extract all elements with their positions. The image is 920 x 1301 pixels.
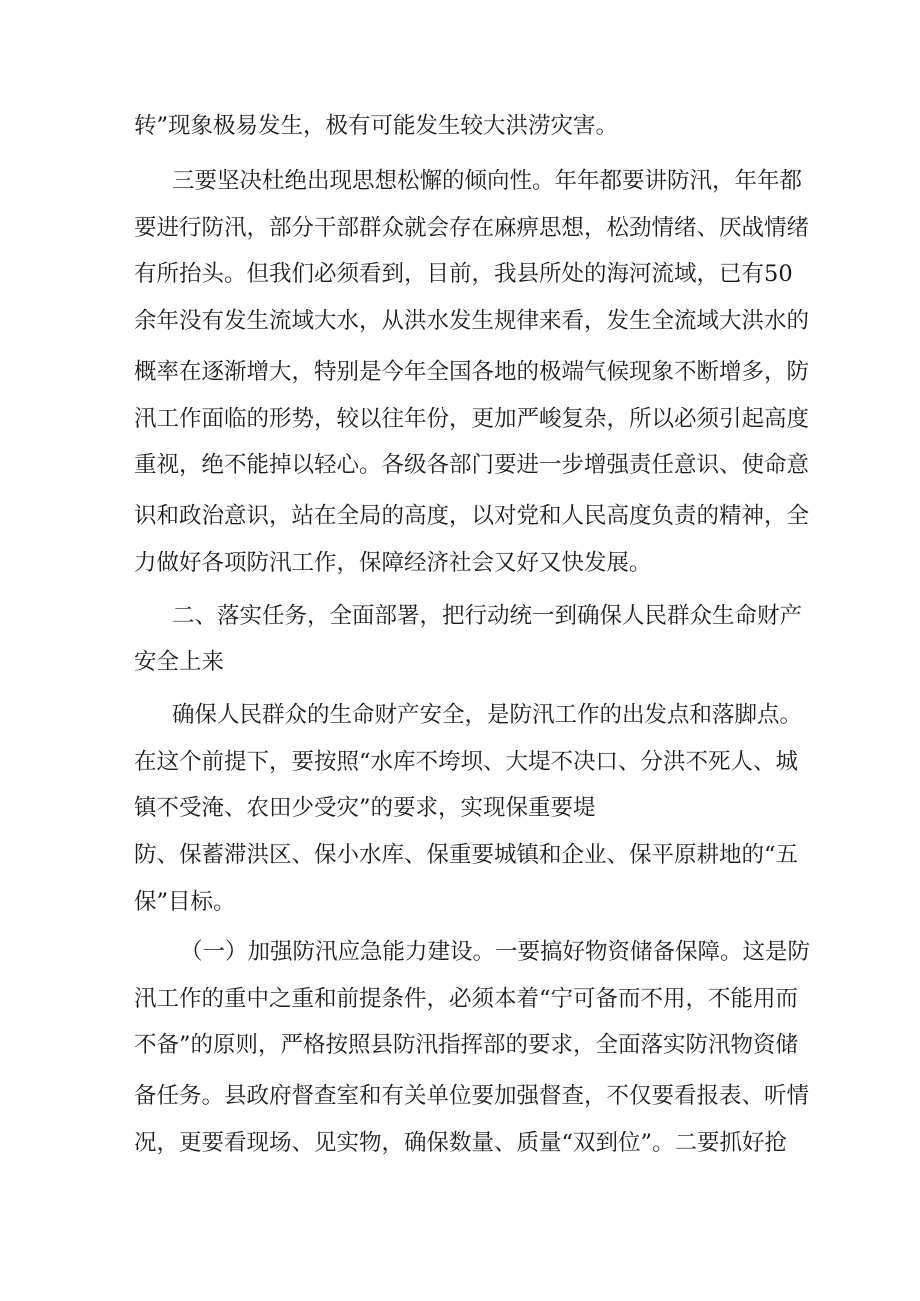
text-line xyxy=(0,541,920,585)
line-text: 备任务。县政府督查室和有关单位要加强督查，不仅要看报表、听情 xyxy=(134,1083,810,1109)
line-text: 镇不受淹、农田少受灾”的要求，实现保重要堤 xyxy=(134,795,596,821)
text-line xyxy=(0,252,920,296)
paragraph-first-line xyxy=(0,159,920,203)
text-line xyxy=(0,880,920,924)
text-line xyxy=(0,977,920,1021)
line-text: 汛工作的重中之重和前提条件，必须本着“宁可备而不用，不能用而 xyxy=(134,986,799,1012)
text-line xyxy=(0,1023,920,1067)
section-heading-line xyxy=(0,640,920,684)
text-line xyxy=(0,206,920,250)
line-text: 安全上来 xyxy=(134,649,225,675)
text-line xyxy=(0,786,920,830)
line-text: 力做好各项防汛工作，保障经济社会又好又快发展。 xyxy=(134,550,652,576)
line-text: （一）加强防汛应急能力建设。一要搞好物资储备保障。这是防 xyxy=(180,939,811,965)
paragraph-first-line xyxy=(0,930,920,974)
text-line xyxy=(0,833,920,877)
text-line xyxy=(0,494,920,538)
line-text: 况，更要看现场、见实物，确保数量、质量“双到位”。二要抓好抢 xyxy=(134,1130,788,1156)
text-line xyxy=(0,104,920,148)
text-line xyxy=(0,1121,920,1165)
line-text: 余年没有发生流域大水，从洪水发生规律来看，发生全流域大洪水的 xyxy=(134,308,810,334)
text-line xyxy=(0,740,920,784)
line-text: 在这个前提下，要按照“水库不垮坝、大堤不决口、分洪不死人、城 xyxy=(134,749,799,775)
line-text: 确保人民群众的生命财产安全，是防汛工作的出发点和落脚点。 xyxy=(172,702,803,728)
section-heading-line xyxy=(0,594,920,638)
line-text: 概率在逐渐增大，特别是今年全国各地的极端气候现象不断增多，防 xyxy=(134,359,810,385)
line-text: 保”目标。 xyxy=(134,889,236,915)
text-line xyxy=(0,443,920,487)
line-text: 有所抬头。但我们必须看到，目前，我县所处的海河流域，已有50 xyxy=(134,261,793,287)
text-line xyxy=(0,299,920,343)
text-line xyxy=(0,1074,920,1118)
line-text: 防、保蓄滞洪区、保小水库、保重要城镇和企业、保平原耕地的“五 xyxy=(134,842,799,868)
text-line xyxy=(0,350,920,394)
line-text: 转”现象极易发生，极有可能发生较大洪涝灾害。 xyxy=(134,113,619,139)
paragraph-first-line xyxy=(0,693,920,737)
line-text: 要进行防汛，部分干部群众就会存在麻痹思想，松劲情绪、厌战情绪 xyxy=(134,215,810,241)
line-text: 识和政治意识，站在全局的高度，以对党和人民高度负责的精神，全 xyxy=(134,503,810,529)
line-text: 重视，绝不能掉以轻心。各级各部门要进一步增强责任意识、使命意 xyxy=(134,452,810,478)
line-text: 汛工作面临的形势，较以往年份，更加严峻复杂，所以必须引起高度 xyxy=(134,406,810,432)
line-text: 不备”的原则，严格按照县防汛指挥部的要求，全面落实防汛物资储 xyxy=(134,1032,799,1058)
text-line xyxy=(0,397,920,441)
line-text: 二、落实任务，全面部署，把行动统一到确保人民群众生命财产 xyxy=(172,603,803,629)
line-text: 三要坚决杜绝出现思想松懈的倾向性。年年都要讲防汛，年年都 xyxy=(172,168,803,194)
